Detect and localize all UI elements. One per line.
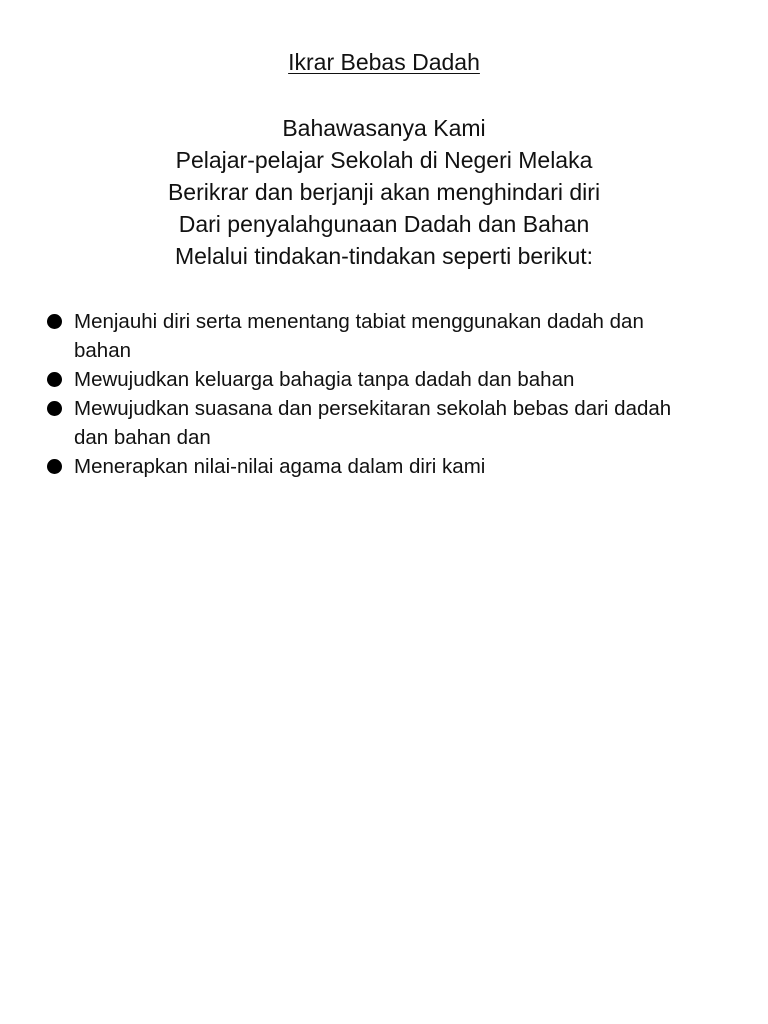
pledge-point-text: Menerapkan nilai-nilai agama dalam diri kami xyxy=(74,455,486,478)
pledge-statement xyxy=(0,112,768,272)
bullet-icon xyxy=(47,459,62,474)
bullet-icon xyxy=(47,314,62,329)
pledge-point xyxy=(44,394,704,452)
pledge-point-text: Menjauhi diri serta menentang tabiat menggunakan dadah dan bahan xyxy=(74,310,644,362)
pledge-point-text: Mewujudkan suasana dan persekitaran sekolah bebas dari dadah dan bahan dan xyxy=(74,397,672,449)
pledge-points-list xyxy=(44,307,704,481)
pledge-line: Bahawasanya Kami xyxy=(282,115,486,141)
bullet-icon xyxy=(47,401,62,416)
pledge-line: Melalui tindakan-tindakan seperti berikut: xyxy=(174,243,594,269)
pledge-line: Pelajar-pelajar Sekolah di Negeri Melaka xyxy=(175,147,593,173)
pledge-point-text: Mewujudkan keluarga bahagia tanpa dadah dan bahan xyxy=(74,368,575,391)
pledge-point xyxy=(44,452,704,481)
bullet-icon xyxy=(47,372,62,387)
pledge-point xyxy=(44,307,704,365)
document-title: Ikrar Bebas Dadah xyxy=(288,49,480,75)
pledge-line: Dari penyalahgunaan Dadah dan Bahan xyxy=(178,211,590,237)
pledge-point xyxy=(44,365,704,394)
pledge-line: Berikrar dan berjanji akan menghindari diri xyxy=(167,179,601,205)
